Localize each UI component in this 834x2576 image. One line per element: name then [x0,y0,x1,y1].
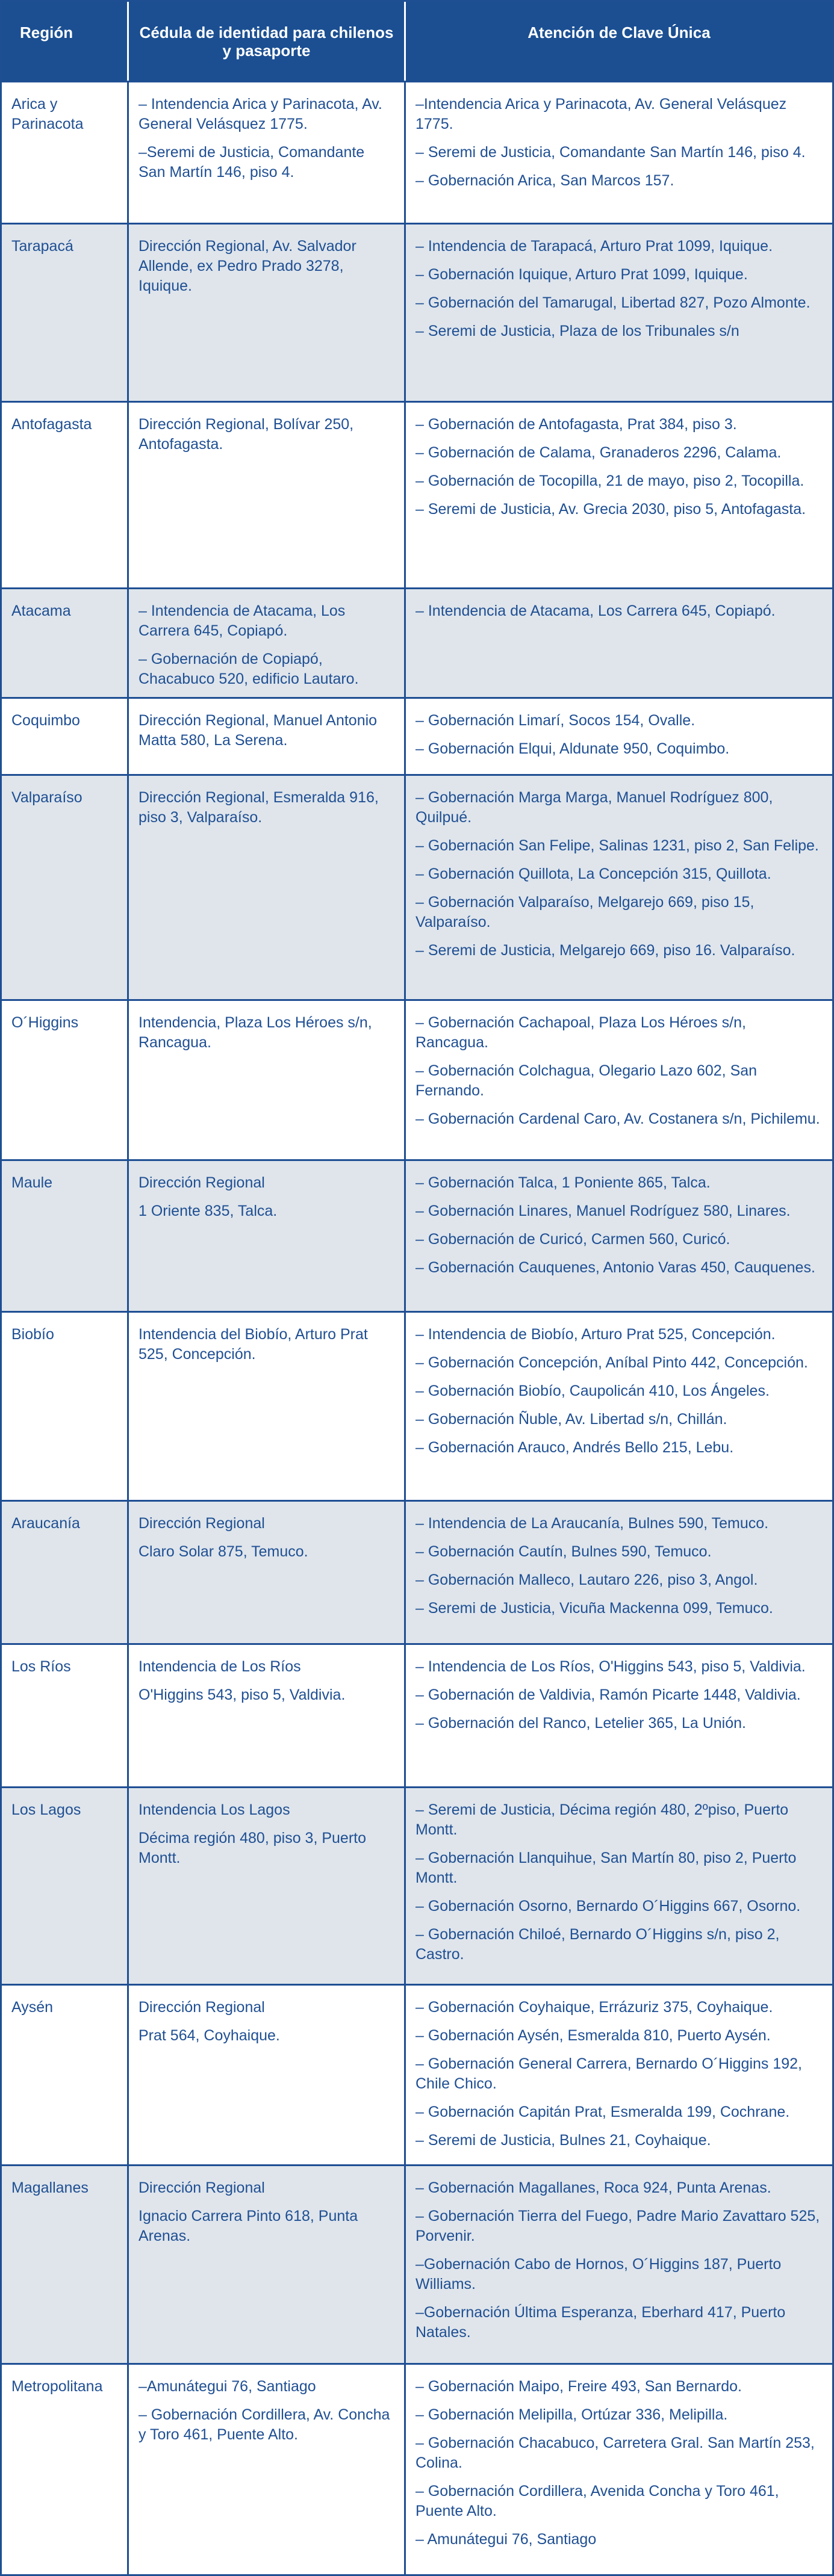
region-cell: Los Lagos [2,1788,129,1984]
table-row [2,1986,832,2166]
clave-unica-line: –Gobernación Cabo de Hornos, O´Higgins 187, Puerto Williams. [415,2256,782,2293]
clave-unica-cell [406,1161,832,1311]
clave-unica-cell [406,1645,832,1786]
cedula-line: Dirección Regional [138,1999,265,2016]
clave-unica-line: –Gobernación Última Esperanza, Eberhard 417, Puerto Natales. [415,2304,786,2341]
clave-unica-line: – Gobernación Iquique, Arturo Prat 1099, Iquique. [415,266,748,283]
cedula-line: –Seremi de Justicia, Comandante San Martín 146, piso 4. [138,144,365,181]
clave-unica-cell [406,1001,832,1159]
clave-unica-line: – Gobernación Aysén, Esmeralda 810, Puerto Aysén. [415,2027,771,2044]
clave-unica-line: – Intendencia de Tarapacá, Arturo Prat 1099, Iquique. [415,238,773,255]
cedula-line: Ignacio Carrera Pinto 618, Punta Arenas. [138,2208,358,2244]
clave-unica-line: – Gobernación del Tamarugal, Libertad 827, Pozo Almonte. [415,294,811,311]
cedula-line: 1 Oriente 835, Talca. [138,1203,278,1219]
region-cell: Tarapacá [2,224,129,401]
clave-unica-line: – Gobernación de Curicó, Carmen 560, Curicó. [415,1231,730,1248]
table-row [2,2166,832,2365]
clave-unica-cell [406,1313,832,1500]
clave-unica-cell [406,1788,832,1984]
clave-unica-cell [406,1502,832,1643]
clave-unica-line: – Intendencia de Biobío, Arturo Prat 525, Concepción. [415,1326,776,1343]
clave-unica-line: – Gobernación de Valdivia, Ramón Picarte 1448, Valdivia. [415,1686,801,1703]
region-cell: O´Higgins [2,1001,129,1159]
cedula-line: Dirección Regional, Manuel Antonio Matta 580, La Serena. [138,712,378,749]
clave-unica-line: – Gobernación General Carrera, Bernardo O´Higgins 192, Chile Chico. [415,2055,803,2092]
cedula-cell [129,2166,406,2363]
clave-unica-line: – Seremi de Justicia, Vicuña Mackenna 099, Temuco. [415,1600,773,1617]
region-cell: Antofagasta [2,403,129,587]
table-row [2,776,832,1001]
clave-unica-line: – Gobernación Cordillera, Avenida Concha y Toro 461, Puente Alto. [415,2483,779,2519]
header-clave-unica: Atención de Clave Única [527,23,711,42]
table-row [2,589,832,699]
cedula-line: Dirección Regional, Bolívar 250, Antofagasta. [138,416,354,453]
clave-unica-cell [406,776,832,999]
clave-unica-line: – Gobernación Magallanes, Roca 924, Punta Arenas. [415,2179,771,2196]
table-row [2,1001,832,1161]
cedula-cell [129,403,406,587]
clave-unica-line: – Gobernación Osorno, Bernardo O´Higgins 667, Osorno. [415,1898,801,1915]
region-cell: Atacama [2,589,129,697]
clave-unica-line: – Gobernación Chiloé, Bernardo O´Higgins s/n, piso 2, Castro. [415,1926,780,1963]
clave-unica-line: – Intendencia de Atacama, Los Carrera 645, Copiapó. [415,602,776,619]
clave-unica-line: – Gobernación Coyhaique, Errázuriz 375, Coyhaique. [415,1999,773,2016]
clave-unica-line: – Gobernación Cachapoal, Plaza Los Héroes s/n, Rancagua. [415,1014,746,1051]
region-cell: Valparaíso [2,776,129,999]
table-row [2,1313,832,1502]
clave-unica-line: – Gobernación Melipilla, Ortúzar 336, Melipilla. [415,2406,728,2423]
clave-unica-line: – Gobernación Arica, San Marcos 157. [415,172,674,189]
cedula-line: – Intendencia Arica y Parinacota, Av. General Velásquez 1775. [138,96,382,132]
clave-unica-line: – Gobernación Quillota, La Concepción 315, Quillota. [415,865,771,882]
cedula-line: Dirección Regional, Esmeralda 916, piso 3, Valparaíso. [138,789,379,826]
cedula-line: – Intendencia de Atacama, Los Carrera 645, Copiapó. [138,602,346,639]
clave-unica-line: – Gobernación Capitán Prat, Esmeralda 199, Cochrane. [415,2104,790,2120]
cedula-line: Dirección Regional [138,1515,265,1532]
table-row [2,1788,832,1986]
clave-unica-cell [406,589,832,697]
clave-unica-line: – Seremi de Justicia, Av. Grecia 2030, piso 5, Antofagasta. [415,501,806,518]
clave-unica-line: – Seremi de Justicia, Plaza de los Tribunales s/n [415,323,739,339]
clave-unica-line: – Gobernación Valparaíso, Melgarejo 669, piso 15, Valparaíso. [415,894,755,930]
clave-unica-line: – Gobernación del Ranco, Letelier 365, La Unión. [415,1715,746,1732]
clave-unica-line: –Intendencia Arica y Parinacota, Av. General Velásquez 1775. [415,96,787,132]
clave-unica-line: – Gobernación Colchagua, Olegario Lazo 602, San Fernando. [415,1062,758,1099]
clave-unica-line: – Gobernación Ñuble, Av. Libertad s/n, Chillán. [415,1411,727,1428]
cedula-line: Décima región 480, piso 3, Puerto Montt. [138,1830,366,1866]
cedula-cell [129,699,406,774]
cedula-line: – Gobernación de Copiapó, Chacabuco 520, edificio Lautaro. [138,651,359,687]
table-header [2,2,832,82]
clave-unica-line: – Gobernación Maipo, Freire 493, San Bernardo. [415,2378,742,2395]
cedula-cell [129,1001,406,1159]
clave-unica-cell [406,403,832,587]
table-row [2,82,832,224]
cedula-cell [129,1313,406,1500]
region-cell: Araucanía [2,1502,129,1643]
clave-unica-line: – Gobernación Biobío, Caupolicán 410, Los Ángeles. [415,1382,770,1399]
cedula-cell [129,224,406,401]
region-cell: Arica y Parinacota [2,82,129,223]
header-region: Región [2,2,129,81]
cedula-line: –Amunátegui 76, Santiago [138,2378,316,2395]
cedula-line: Intendencia del Biobío, Arturo Prat 525, Concepción. [138,1326,368,1363]
clave-unica-cell [406,224,832,401]
cedula-line: – Gobernación Cordillera, Av. Concha y Toro 461, Puente Alto. [138,2406,390,2443]
cedula-cell [129,2365,406,2574]
table-row [2,403,832,589]
clave-unica-line: – Gobernación de Calama, Granaderos 2296, Calama. [415,444,782,461]
cedula-line: Intendencia, Plaza Los Héroes s/n, Rancagua. [138,1014,372,1051]
clave-unica-cell [406,2365,832,2574]
table-row [2,1161,832,1313]
region-cell: Coquimbo [2,699,129,774]
cedula-cell [129,1645,406,1786]
cedula-line: Dirección Regional, Av. Salvador Allende, ex Pedro Prado 3278, Iquique. [138,238,356,294]
cedula-cell [129,776,406,999]
clave-unica-cell [406,82,832,223]
clave-unica-line: – Gobernación de Antofagasta, Prat 384, piso 3. [415,416,737,433]
table-row [2,224,832,403]
clave-unica-line: – Gobernación Malleco, Lautaro 226, piso 3, Angol. [415,1571,758,1588]
cedula-line: O'Higgins 543, piso 5, Valdivia. [138,1686,346,1703]
clave-unica-line: – Gobernación Chacabuco, Carretera Gral. San Martín 253, Colina. [415,2435,815,2471]
cedula-line: Intendencia de Los Ríos [138,1658,301,1675]
clave-unica-cell [406,1986,832,2164]
clave-unica-line: – Gobernación Llanquihue, San Martín 80, piso 2, Puerto Montt. [415,1850,797,1886]
cedula-cell [129,1986,406,2164]
clave-unica-line: – Seremi de Justicia, Bulnes 21, Coyhaique. [415,2132,711,2149]
clave-unica-line: – Gobernación Limarí, Socos 154, Ovalle. [415,712,696,729]
clave-unica-line: – Gobernación Talca, 1 Poniente 865, Talca. [415,1174,711,1191]
clave-unica-line: – Gobernación Linares, Manuel Rodríguez 580, Linares. [415,1203,791,1219]
clave-unica-line: – Gobernación Tierra del Fuego, Padre Mario Zavattaro 525, Porvenir. [415,2208,820,2244]
cedula-cell [129,1788,406,1984]
cedula-cell [129,82,406,223]
region-cell: Los Ríos [2,1645,129,1786]
region-cell: Magallanes [2,2166,129,2363]
clave-unica-line: – Gobernación Concepción, Aníbal Pinto 442, Concepción. [415,1354,808,1371]
clave-unica-line: – Gobernación de Tocopilla, 21 de mayo, piso 2, Tocopilla. [415,472,804,489]
clave-unica-line: – Seremi de Justicia, Melgarejo 669, piso 16. Valparaíso. [415,942,795,959]
table-row [2,699,832,776]
region-cell: Biobío [2,1313,129,1500]
table-row [2,1645,832,1788]
clave-unica-line: – Intendencia de La Araucanía, Bulnes 590, Temuco. [415,1515,769,1532]
region-cell: Metropolitana [2,2365,129,2574]
clave-unica-line: – Seremi de Justicia, Comandante San Martín 146, piso 4. [415,144,806,161]
region-cell: Maule [2,1161,129,1311]
clave-unica-line: – Gobernación Marga Marga, Manuel Rodríguez 800, Quilpué. [415,789,773,826]
clave-unica-line: – Gobernación Cautín, Bulnes 590, Temuco. [415,1543,712,1560]
table-row [2,2365,832,2574]
cedula-cell [129,1161,406,1311]
clave-unica-line: – Gobernación Cardenal Caro, Av. Costanera s/n, Pichilemu. [415,1110,820,1127]
clave-unica-line: – Intendencia de Los Ríos, O'Higgins 543, piso 5, Valdivia. [415,1658,806,1675]
cedula-line: Dirección Regional [138,1174,265,1191]
cedula-line: Prat 564, Coyhaique. [138,2027,280,2044]
cedula-line: Claro Solar 875, Temuco. [138,1543,308,1560]
region-cell: Aysén [2,1986,129,2164]
clave-unica-line: – Gobernación San Felipe, Salinas 1231, piso 2, San Felipe. [415,837,819,854]
clave-unica-line: – Gobernación Cauquenes, Antonio Varas 450, Cauquenes. [415,1259,815,1276]
header-cedula: Cédula de identidad para chilenos y pasaporte [129,2,406,81]
clave-unica-cell [406,2166,832,2363]
cedula-cell [129,1502,406,1643]
cedula-line: Dirección Regional [138,2179,265,2196]
clave-unica-line: – Amunátegui 76, Santiago [415,2531,597,2548]
clave-unica-line: – Seremi de Justicia, Décima región 480, 2ºpiso, Puerto Montt. [415,1801,789,1838]
clave-unica-line: – Gobernación Arauco, Andrés Bello 215, Lebu. [415,1439,734,1456]
table-row [2,1502,832,1645]
clave-unica-line: – Gobernación Elqui, Aldunate 950, Coquimbo. [415,740,730,757]
cedula-line: Intendencia Los Lagos [138,1801,290,1818]
table-body [2,82,832,2574]
clave-unica-cell [406,699,832,774]
cedula-cell [129,589,406,697]
